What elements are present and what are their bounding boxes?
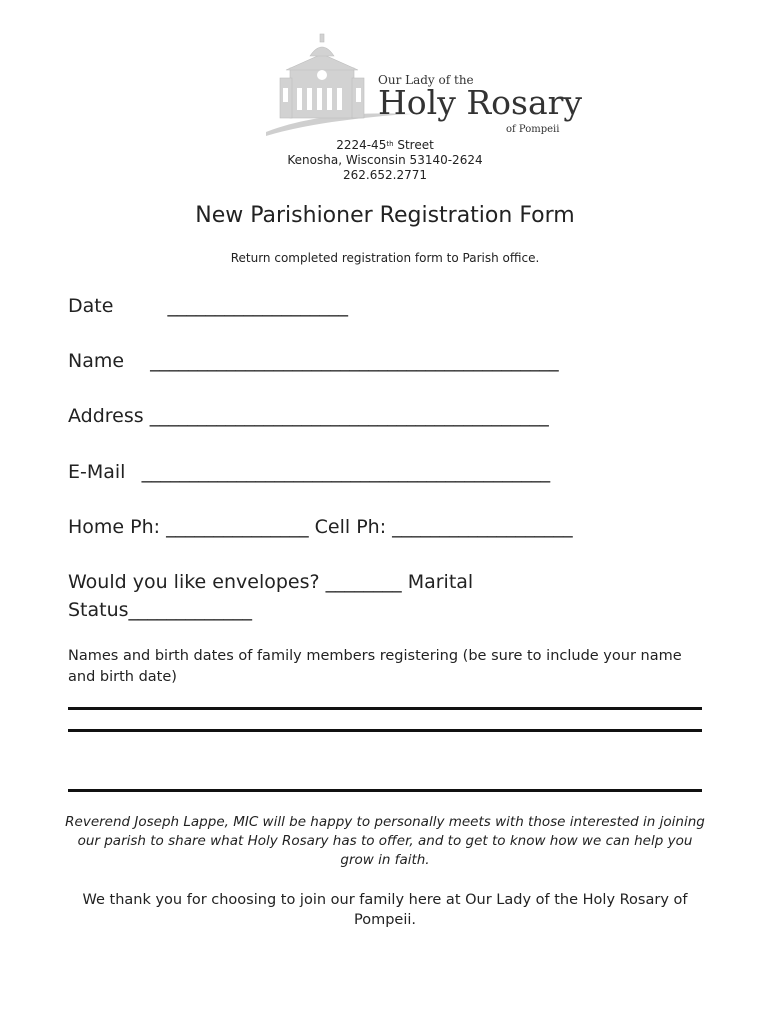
address-blank[interactable]: __________________________________________ [149, 405, 549, 427]
street-address [0, 138, 770, 153]
marital-status-field[interactable] [68, 599, 252, 621]
street-suffix: th [386, 140, 394, 148]
form-instructions: Return completed registration form to Parish office. [230, 251, 540, 265]
home-phone-label: Home Ph: [68, 516, 161, 538]
email-field[interactable] [68, 461, 550, 483]
status-label: Status [68, 599, 129, 621]
email-blank[interactable]: ___________________________________________ [141, 461, 551, 483]
name-blank[interactable]: ___________________________________________ [150, 350, 559, 372]
date-blank[interactable]: ___________________ [167, 295, 349, 317]
address-field[interactable] [68, 405, 549, 427]
thank-you-note: We thank you for choosing to join our family here at Our Lady of the Holy Rosary of Pompeii. [82, 892, 688, 928]
reverend-note: Reverend Joseph Lappe, MIC will be happy to personally meets with those interested in joining our parish to share what Holy Rosary has to offer, and to get to know how we can help you grow in faith. [65, 814, 705, 868]
address-label: Address [68, 405, 144, 427]
home-phone-blank[interactable]: _______________ [166, 516, 309, 538]
street-name: Street [393, 138, 434, 152]
name-field[interactable] [68, 350, 559, 372]
envelopes-label: Would you like envelopes? [68, 571, 320, 593]
logo-line-2: Holy Rosary [378, 83, 583, 122]
cell-phone-blank[interactable]: ___________________ [392, 516, 573, 538]
phone-fields[interactable] [68, 516, 573, 538]
name-label: Name [68, 350, 125, 372]
family-line-1[interactable] [68, 707, 702, 710]
logo-line-1: Our Lady of the [378, 73, 474, 87]
date-field[interactable] [68, 295, 348, 317]
page-title: New Parishioner Registration Form [195, 203, 575, 228]
logo-line-3: of Pompeii [506, 124, 560, 135]
email-label: E-Mail [68, 461, 126, 483]
family-members-instructions: Names and birth dates of family members registering (be sure to include your name and birth date) [68, 648, 682, 685]
envelopes-field[interactable] [68, 571, 473, 593]
envelopes-blank[interactable]: ________ [325, 571, 402, 593]
street-number: 2224-45 [336, 138, 387, 152]
status-blank[interactable]: _____________ [128, 599, 253, 621]
family-line-3[interactable] [68, 789, 702, 792]
date-label: Date [68, 295, 114, 317]
marital-label: Marital [407, 571, 474, 593]
city-line: Kenosha, Wisconsin 53140-2624 [287, 153, 483, 167]
cell-phone-label: Cell Ph: [314, 516, 387, 538]
family-line-2[interactable] [68, 729, 702, 732]
phone-line: 262.652.2771 [343, 168, 427, 182]
church-logo [262, 32, 602, 142]
